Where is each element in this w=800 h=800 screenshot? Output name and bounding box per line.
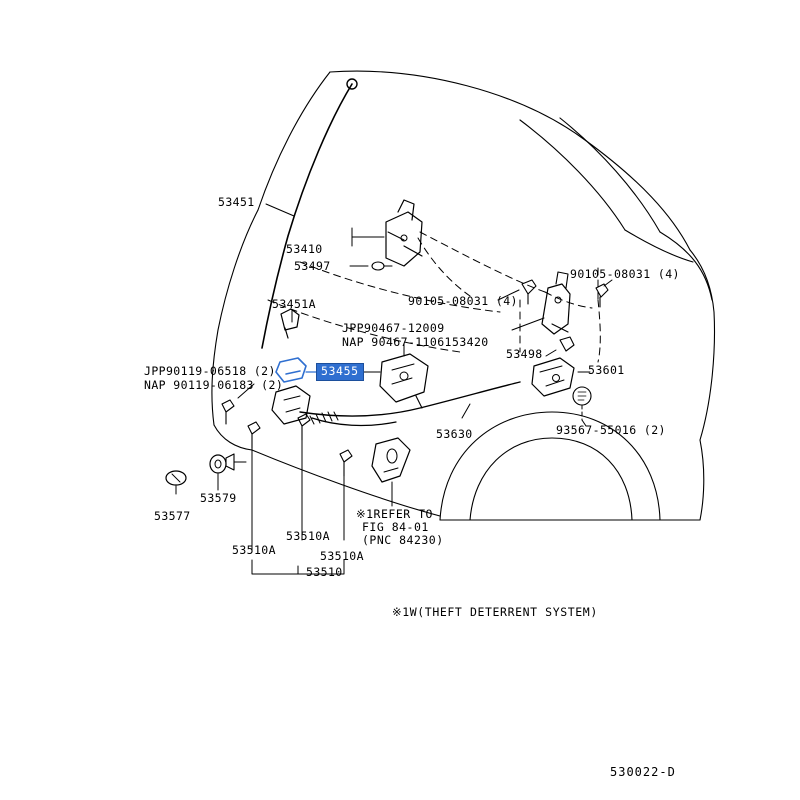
label-nap90119: NAP 90119-06183 (2): [144, 378, 284, 392]
bolt-group-left: [522, 280, 536, 304]
hinge-dash-right: [598, 300, 600, 362]
hood-front-edge: [218, 210, 258, 330]
label-53420: 53420: [452, 335, 489, 349]
label-90105-08031-right: 90105-08031 (4): [570, 267, 680, 281]
leader-53630: [462, 404, 470, 418]
refer-note-line1: ※1REFER TO: [356, 507, 433, 521]
part-53579: [210, 454, 246, 473]
label-53410: 53410: [286, 242, 323, 256]
label-53498: 53498: [506, 347, 543, 361]
screw-53510A-3: [340, 450, 352, 476]
hood-left-edge: [258, 72, 330, 210]
label-53510A-1: 53510A: [286, 529, 330, 543]
leader-53451: [266, 204, 294, 216]
label-53451: 53451: [218, 195, 255, 209]
label-nap90467: NAP 90467-11061: [342, 335, 452, 349]
label-90105-08031-left: 90105-08031 (4): [408, 294, 518, 308]
cowl-line: [625, 230, 693, 262]
label-53577: 53577: [154, 509, 191, 523]
part-53497: [372, 262, 392, 270]
body-side-lower: [700, 312, 714, 440]
screw-group-93567: [573, 387, 591, 420]
screw-53510A-1: [248, 422, 260, 448]
hood-release-cable: [300, 382, 520, 416]
leader-53498: [546, 350, 556, 356]
hood-stay-clip: [281, 309, 299, 330]
hood-inner-dash-3: [420, 232, 545, 292]
part-84230-bracket: [372, 438, 410, 482]
label-53497: 53497: [294, 259, 331, 273]
bolt-group-90119: [222, 400, 234, 424]
diagram-code: 530022-D: [610, 765, 676, 779]
hood-inner-dash-4: [418, 238, 470, 296]
label-53510A-3: 53510A: [320, 549, 364, 563]
hood-top-edge: [330, 71, 690, 250]
label-53510A-2: 53510A: [232, 543, 276, 557]
windshield-pillar-2: [560, 118, 660, 232]
label-53579: 53579: [200, 491, 237, 505]
hood-lock-striker: [532, 358, 574, 396]
label-53451A: 53451A: [272, 297, 316, 311]
hood-hinge-right: [542, 272, 570, 334]
leader-53420: [512, 318, 544, 330]
theft-deterrent-note: ※1W(THEFT DETERRENT SYSTEM): [392, 605, 598, 619]
label-53510: 53510: [306, 565, 343, 579]
windshield-pillar: [520, 120, 625, 230]
part-53498: [560, 337, 574, 351]
cowl-dash: [545, 292, 592, 308]
rear-body-line: [700, 440, 704, 520]
screw-53510A-2: [298, 414, 310, 440]
hood-lock-assembly: [380, 354, 428, 408]
bumper-edge: [214, 425, 252, 450]
part-53577: [166, 471, 186, 485]
label-93567: 93567-55016 (2): [556, 423, 666, 437]
label-jpp90467: JPP90467-12009: [342, 321, 445, 335]
label-jpp90119: JPP90119-06518 (2): [144, 364, 276, 378]
label-53601: 53601: [588, 363, 625, 377]
refer-note-line2: FIG 84-01: [362, 520, 429, 534]
wheel-arch-inner: [470, 438, 632, 520]
hood-hinge-upper: [386, 200, 422, 266]
refer-note-line3: (PNC 84230): [362, 533, 444, 547]
label-53455-highlighted[interactable]: 53455: [316, 363, 364, 381]
label-53630: 53630: [436, 427, 473, 441]
